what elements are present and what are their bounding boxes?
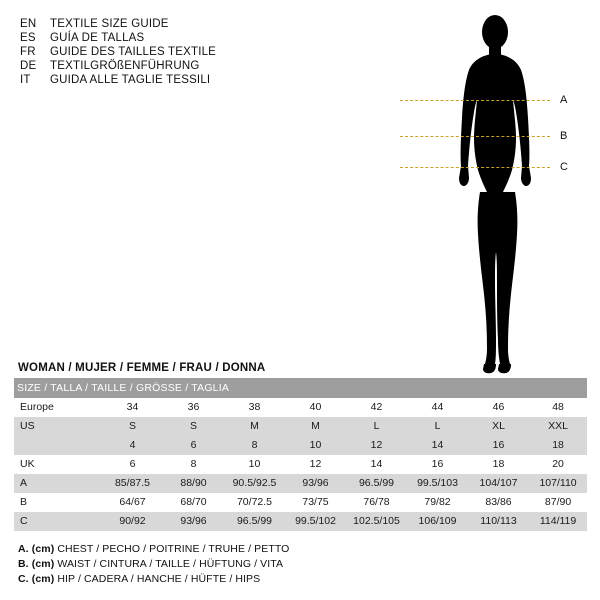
title-lang-code: EN: [20, 18, 37, 30]
cell: 93/96: [163, 512, 224, 531]
cell: 96.5/99: [224, 512, 285, 531]
cell: 44: [407, 398, 468, 417]
cell: 102.5/105: [346, 512, 407, 531]
footnote-b: [18, 558, 578, 570]
footnote-c-text: HIP / CADERA / HANCHE / HÜFTE / HIPS: [57, 573, 261, 585]
cell: 79/82: [407, 493, 468, 512]
cell: M: [285, 417, 346, 436]
title-lang-code: DE: [20, 60, 37, 72]
cell: 96.5/99: [346, 474, 407, 493]
table-row: [14, 474, 587, 493]
cell: 107/110: [529, 474, 587, 493]
cell: 73/75: [285, 493, 346, 512]
table-header-row: [14, 378, 587, 398]
footnote-c: [18, 573, 578, 585]
footnote-a-text: CHEST / PECHO / POITRINE / TRUHE / PETTO: [57, 543, 290, 555]
cell: 64/67: [102, 493, 163, 512]
table-row: [14, 512, 587, 531]
cell: 85/87.5: [102, 474, 163, 493]
cell: 18: [468, 455, 529, 474]
row-label: US: [14, 417, 102, 436]
table-row: [14, 417, 587, 436]
cell: 87/90: [529, 493, 587, 512]
size-table: [14, 378, 587, 531]
cell: 12: [285, 455, 346, 474]
footnote-c-key: C. (cm): [18, 573, 55, 585]
cell: 6: [163, 436, 224, 455]
title-row: [20, 74, 350, 86]
cell: 14: [407, 436, 468, 455]
cell: 76/78: [346, 493, 407, 512]
title-row: [20, 46, 350, 58]
cell: 106/109: [407, 512, 468, 531]
cell: XL: [468, 417, 529, 436]
title-lang-code: ES: [20, 32, 36, 44]
title-text: GUIDA ALLE TAGLIE TESSILI: [50, 74, 211, 86]
row-label: A: [14, 474, 102, 493]
title-row: [20, 18, 350, 30]
title-row: [20, 32, 350, 44]
table-row: [14, 398, 587, 417]
cell: 36: [163, 398, 224, 417]
cell: 68/70: [163, 493, 224, 512]
cell: 18: [529, 436, 587, 455]
title-lang-code: IT: [20, 74, 31, 86]
footnotes: [18, 543, 578, 588]
cell: 70/72.5: [224, 493, 285, 512]
cell: S: [163, 417, 224, 436]
measure-line-a: [400, 100, 550, 101]
cell: 12: [346, 436, 407, 455]
cell: 6: [102, 455, 163, 474]
cell: 16: [407, 455, 468, 474]
cell: M: [224, 417, 285, 436]
cell: 10: [224, 455, 285, 474]
footnote-a: [18, 543, 578, 555]
cell: 114/119: [529, 512, 587, 531]
cell: 99.5/103: [407, 474, 468, 493]
cell: 83/86: [468, 493, 529, 512]
table-group-label: WOMAN / MUJER / FEMME / FRAU / DONNA: [18, 362, 266, 374]
title-block: [20, 18, 350, 88]
footnote-b-text: WAIST / CINTURA / TAILLE / HÜFTUNG / VITA: [57, 558, 284, 570]
measure-line-b: [400, 136, 550, 137]
measure-label-c: C: [560, 161, 568, 173]
table-row: [14, 436, 587, 455]
cell: 42: [346, 398, 407, 417]
table-row: [14, 493, 587, 512]
cell: L: [407, 417, 468, 436]
cell: 46: [468, 398, 529, 417]
table-header-label: SIZE / TALLA / TAILLE / GRÖSSE / TAGLIA: [14, 378, 587, 398]
cell: 38: [224, 398, 285, 417]
title-row: [20, 60, 350, 72]
title-text: GUIDE DES TAILLES TEXTILE: [50, 46, 217, 58]
cell: XXL: [529, 417, 587, 436]
title-lang-code: FR: [20, 46, 36, 58]
title-text: TEXTILGRÖßENFÜHRUNG: [50, 60, 200, 72]
cell: 93/96: [285, 474, 346, 493]
row-label: [14, 436, 102, 455]
woman-silhouette-icon: [440, 8, 550, 378]
footnote-a-key: A. (cm): [18, 543, 55, 555]
title-text: GUÍA DE TALLAS: [50, 32, 145, 44]
measure-label-b: B: [560, 130, 568, 142]
cell: 90/92: [102, 512, 163, 531]
cell: 40: [285, 398, 346, 417]
cell: 48: [529, 398, 587, 417]
cell: 20: [529, 455, 587, 474]
figure-panel: [400, 8, 590, 378]
cell: 34: [102, 398, 163, 417]
measure-line-c: [400, 167, 550, 168]
size-table-area: [14, 360, 586, 531]
cell: S: [102, 417, 163, 436]
cell: 90.5/92.5: [224, 474, 285, 493]
cell: 16: [468, 436, 529, 455]
measure-label-a: A: [560, 94, 568, 106]
footnote-b-key: B. (cm): [18, 558, 55, 570]
cell: L: [346, 417, 407, 436]
cell: 8: [224, 436, 285, 455]
cell: 10: [285, 436, 346, 455]
row-label: C: [14, 512, 102, 531]
row-label: Europe: [14, 398, 102, 417]
cell: 8: [163, 455, 224, 474]
cell: 110/113: [468, 512, 529, 531]
row-label: B: [14, 493, 102, 512]
cell: 88/90: [163, 474, 224, 493]
title-text: TEXTILE SIZE GUIDE: [50, 18, 169, 30]
cell: 14: [346, 455, 407, 474]
table-row: [14, 455, 587, 474]
cell: 104/107: [468, 474, 529, 493]
cell: 99.5/102: [285, 512, 346, 531]
cell: 4: [102, 436, 163, 455]
row-label: UK: [14, 455, 102, 474]
